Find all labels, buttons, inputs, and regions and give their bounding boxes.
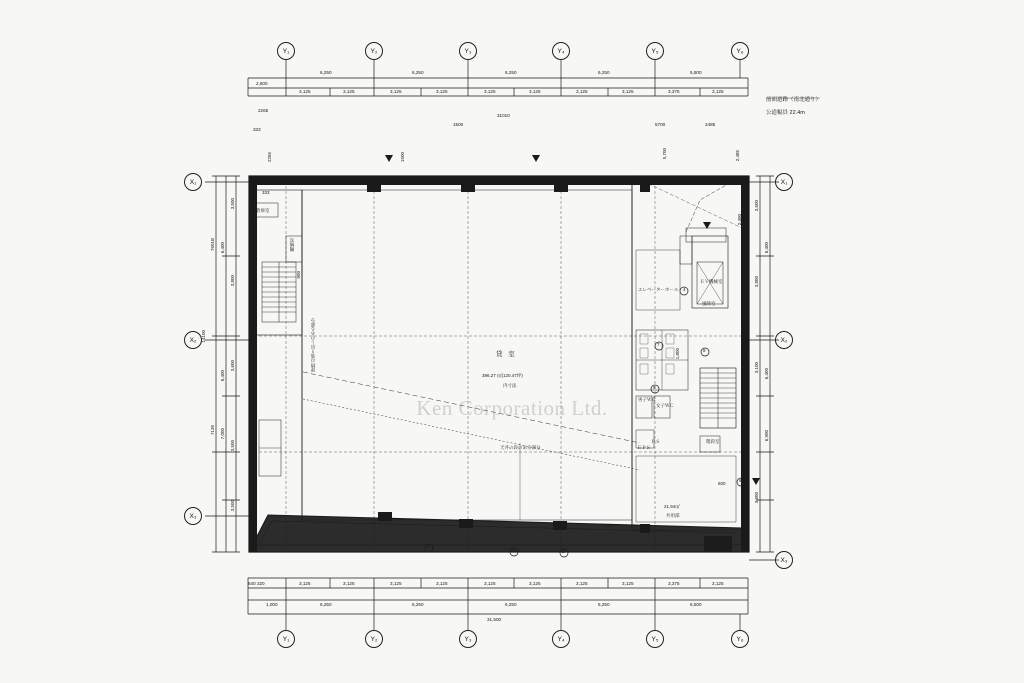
road-note-line1: 前面道路（南北通り） (766, 97, 822, 103)
dim-right-outer-2: 6,400 (764, 368, 769, 380)
section-tag-9: 9 (653, 385, 656, 390)
dim-bottom-left-small-2: 1,000 (266, 602, 278, 607)
grid-bubble-top-y5 (646, 42, 664, 60)
section-tag-7: 7 (657, 342, 660, 347)
dim-bottom-minor-9: 3,375 (668, 581, 680, 586)
grid-bubble-right-x3 (775, 551, 793, 569)
dim-bottom-left-small-1: 640 320 (248, 581, 265, 586)
section-tag-4: 4 (683, 287, 686, 292)
grid-bubble-label: X₃ (189, 512, 197, 520)
dim-bottom-total: 31,500 (487, 617, 502, 622)
dim-bottom-major-1: 6,250 (320, 602, 332, 607)
dim-top-major-4: 6,250 (598, 70, 610, 75)
label-entrance: 風除室 (702, 301, 716, 306)
grid-bubble-label: Y₂ (370, 47, 378, 55)
grid-bubble-label: X₂ (189, 336, 197, 344)
dim-left-outer-2: 14100 (201, 330, 206, 343)
label-left-storage: 倉庫室 (256, 208, 270, 213)
dim-left-outer-3: 7136 (210, 425, 215, 436)
dim-top-minor-10: 3,375 (668, 89, 680, 94)
dim-top-minor-2: 3,125 (299, 89, 311, 94)
dim-top-major-1: 6,250 (320, 70, 332, 75)
dim-top-minor-6: 3,125 (484, 89, 496, 94)
dim-right-outer-1: 6,400 (764, 242, 769, 254)
annot-2400: 2,400 (737, 214, 742, 226)
label-corridor-area-sub: 共用部 (666, 513, 680, 518)
dim-right-inner-1: 3,600 (754, 200, 759, 212)
dim-left-mid-1: 6,400 (220, 242, 225, 254)
dim-bottom-minor-2: 3,125 (343, 581, 355, 586)
label-ceiling-step-note: 天井の段のある部分 (500, 445, 541, 450)
dim-right-inner-5: 1800 (743, 352, 748, 363)
dim-left-mid-3: 7,000 (220, 428, 225, 440)
label-main-room-title: 貸 室 (496, 351, 517, 358)
annot-800: 800 (296, 271, 301, 279)
dim-right-inner-3: 3,100 (754, 362, 759, 374)
grid-bubble-label: Y₁ (282, 47, 290, 55)
annot-2265: 2265 (267, 152, 272, 163)
dim-top-inner-5700: 5700 (655, 122, 666, 127)
grid-bubble-bottom-y5 (646, 630, 664, 648)
label-main-room-area: 396.27 ㎡(120.47坪) (482, 373, 523, 378)
dim-top-minor-3: 3,125 (343, 89, 355, 94)
road-note-line2: 公道幅員 22.4m (766, 110, 805, 116)
grid-bubble-top-y6 (731, 42, 749, 60)
section-tag-5: 5 (562, 549, 565, 554)
dim-bottom-minor-3: 3,125 (390, 581, 402, 586)
grid-bubble-label: Y₃ (464, 635, 472, 643)
grid-bubble-label: X₂ (780, 336, 788, 344)
dim-bottom-minor-6: 3,125 (529, 581, 541, 586)
dim-top-major-2: 6,250 (412, 70, 424, 75)
grid-bubble-top-y4 (552, 42, 570, 60)
watermark: Ken Corporation Ltd. (416, 396, 608, 420)
grid-bubble-bottom-y2 (365, 630, 383, 648)
dim-top-minor-7: 3,125 (529, 89, 541, 94)
grid-bubble-top-y2 (365, 42, 383, 60)
annot-5700: 5,700 (662, 148, 667, 160)
dim-top-minor-8: 3,125 (576, 89, 588, 94)
dim-bottom-minor-8: 3,125 (622, 581, 634, 586)
dim-top-inner-2485: 2485 (705, 122, 716, 127)
grid-bubble-label: X₁ (780, 178, 788, 186)
dim-top-major-3: 6,250 (505, 70, 517, 75)
dim-bottom-minor-5: 3,125 (484, 581, 496, 586)
dim-left-inner-4: 3,500 (230, 440, 235, 452)
dim-bottom-minor-4: 3,125 (436, 581, 448, 586)
dim-top-minor-11: 3,125 (712, 89, 724, 94)
grid-bubble-label: Y₁ (282, 635, 290, 643)
grid-bubble-top-y1 (277, 42, 295, 60)
section-tag-2: 2 (427, 544, 430, 549)
dim-bottom-major-2: 6,250 (412, 602, 424, 607)
label-toilet-women: 女子ＷＣ (656, 403, 674, 408)
section-tag-3: 3 (512, 548, 515, 553)
grid-bubble-bottom-y1 (277, 630, 295, 648)
label-eps: ＥＰＳ (637, 445, 651, 450)
label-elevator-hall: エレベーターホール (638, 287, 679, 292)
annot-2485: 2,485 (735, 150, 740, 162)
dim-left-inner-3: 3,600 (230, 360, 235, 372)
grid-bubble-label: Y₅ (651, 47, 659, 55)
label-stair: 階段室 (706, 439, 720, 444)
label-corridor-area: 21.94㎡ (664, 504, 680, 509)
grid-bubble-label: Y₆ (736, 635, 744, 643)
dim-bottom-major-5: 6,500 (690, 602, 702, 607)
dim-top-inner-2265: 2265 (258, 108, 269, 113)
grid-bubble-label: Y₅ (651, 635, 659, 643)
annot-600: 600 (718, 481, 726, 486)
note-left-projection: 建物の張り出しのある部分 (310, 318, 315, 372)
dim-left-mid-2: 6,400 (220, 370, 225, 382)
grid-bubble-label: Y₃ (464, 47, 472, 55)
dim-top-inner-31010: 31010 (497, 113, 510, 118)
dim-top-small-333: 333 (253, 127, 261, 132)
label-main-room-sub: 内寸法 (503, 383, 517, 388)
dim-left-inner-2: 3,800 (230, 275, 235, 287)
grid-bubble-label: X₃ (780, 556, 788, 564)
grid-bubble-bottom-y6 (731, 630, 749, 648)
dim-right-inner-2: 3,800 (754, 276, 759, 288)
grid-bubble-left-x3 (184, 507, 202, 525)
dim-bottom-minor-10: 3,125 (712, 581, 724, 586)
annot-333: 333 (262, 190, 270, 195)
dim-bottom-major-3: 6,250 (505, 602, 517, 607)
grid-bubble-label: Y₄ (557, 47, 565, 55)
grid-bubble-label: Y₂ (370, 635, 378, 643)
dim-bottom-major-4: 6,250 (598, 602, 610, 607)
annot-1800: 1,800 (675, 348, 680, 360)
dim-left-inner-5: 3,500 (230, 500, 235, 512)
annot-700: 700 (604, 523, 612, 528)
dim-top-minor-4: 3,125 (390, 89, 402, 94)
label-toilet-men: 男子ＷＣ (638, 397, 656, 402)
dim-left-inner-1: 3,500 (230, 198, 235, 210)
dim-left-outer-1: 7601B (210, 238, 215, 252)
dim-right-inner-4: 3,600 (754, 492, 759, 504)
annot-1500: 1500 (400, 152, 405, 163)
grid-bubble-left-x2 (184, 331, 202, 349)
dim-top-minor-5: 3,125 (436, 89, 448, 94)
grid-bubble-label: Y₄ (557, 635, 565, 643)
dim-top-inner-1500: 1500 (453, 122, 464, 127)
dim-bottom-minor-1: 3,125 (299, 581, 311, 586)
dim-top-minor-1: 2,600 (256, 81, 268, 86)
label-ps: ＰＳ (651, 439, 660, 444)
dim-bottom-minor-7: 3,125 (576, 581, 588, 586)
grid-bubble-label: X₁ (189, 178, 197, 186)
grid-bubble-right-x1 (775, 173, 793, 191)
grid-bubble-bottom-y4 (552, 630, 570, 648)
dim-right-outer-3: 6,900 (764, 430, 769, 442)
section-tag-6: 6 (739, 478, 742, 483)
dim-top-major-5: 5,500 (690, 70, 702, 75)
grid-bubble-bottom-y3 (459, 630, 477, 648)
grid-bubble-label: Y₆ (736, 47, 744, 55)
label-ev-room: ＥＶ機械室 (700, 279, 723, 284)
dim-top-minor-9: 3,125 (622, 89, 634, 94)
grid-bubble-right-x2 (775, 331, 793, 349)
grid-bubble-left-x1 (184, 173, 202, 191)
section-tag-8: 8 (703, 348, 706, 353)
grid-bubble-top-y3 (459, 42, 477, 60)
label-left-machine: 機械室 (289, 238, 294, 252)
